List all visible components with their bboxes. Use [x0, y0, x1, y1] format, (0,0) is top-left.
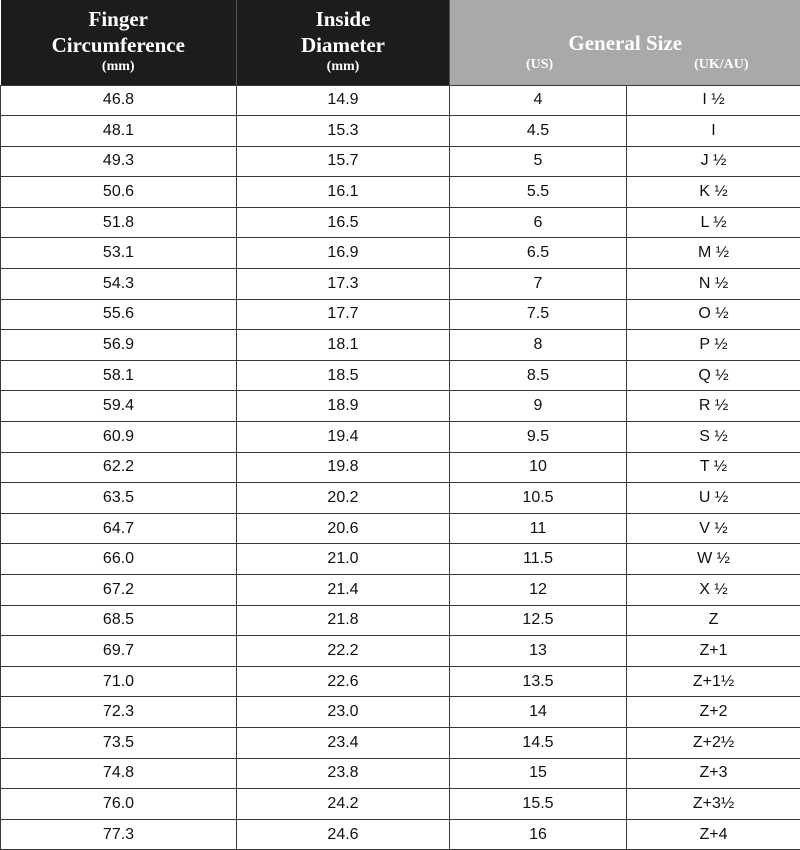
cell-ukau-size: Z [627, 605, 800, 636]
cell-finger-circumference: 60.9 [1, 422, 237, 453]
cell-inside-diameter: 16.5 [237, 207, 450, 238]
cell-us-size: 9 [450, 391, 627, 422]
cell-us-size: 8 [450, 330, 627, 361]
cell-us-size: 11.5 [450, 544, 627, 575]
cell-finger-circumference: 67.2 [1, 575, 237, 606]
cell-inside-diameter: 21.0 [237, 544, 450, 575]
cell-inside-diameter: 20.6 [237, 513, 450, 544]
cell-us-size: 10.5 [450, 483, 627, 514]
cell-finger-circumference: 64.7 [1, 513, 237, 544]
cell-finger-circumference: 68.5 [1, 605, 237, 636]
cell-finger-circumference: 74.8 [1, 758, 237, 789]
table-row [1, 666, 800, 697]
cell-inside-diameter: 23.4 [237, 727, 450, 758]
cell-us-size: 4 [450, 85, 627, 116]
cell-inside-diameter: 19.4 [237, 422, 450, 453]
cell-inside-diameter: 20.2 [237, 483, 450, 514]
header-general-size [450, 0, 800, 85]
cell-ukau-size: U ½ [627, 483, 800, 514]
cell-inside-diameter: 17.3 [237, 269, 450, 300]
cell-us-size: 12.5 [450, 605, 627, 636]
cell-inside-diameter: 16.1 [237, 177, 450, 208]
table-row [1, 758, 800, 789]
table-row [1, 146, 800, 177]
header-unit-ukau: (UK/AU) [694, 56, 748, 74]
cell-ukau-size: N ½ [627, 269, 800, 300]
cell-ukau-size: I [627, 116, 800, 147]
cell-inside-diameter: 16.9 [237, 238, 450, 269]
cell-ukau-size: Z+2 [627, 697, 800, 728]
cell-finger-circumference: 71.0 [1, 666, 237, 697]
cell-us-size: 6.5 [450, 238, 627, 269]
cell-us-size: 12 [450, 575, 627, 606]
header-inside-diameter-unit: (mm) [237, 58, 449, 76]
header-inside-diameter-line1: Inside [237, 0, 449, 32]
header-general-size-units [450, 56, 800, 74]
cell-ukau-size: J ½ [627, 146, 800, 177]
cell-finger-circumference: 66.0 [1, 544, 237, 575]
header-finger-circumference-unit: (mm) [1, 58, 237, 76]
cell-us-size: 6 [450, 207, 627, 238]
table-row [1, 819, 800, 850]
cell-ukau-size: O ½ [627, 299, 800, 330]
cell-ukau-size: Z+2½ [627, 727, 800, 758]
table-row [1, 422, 800, 453]
table-row [1, 391, 800, 422]
cell-finger-circumference: 63.5 [1, 483, 237, 514]
cell-us-size: 13 [450, 636, 627, 667]
cell-inside-diameter: 24.2 [237, 789, 450, 820]
cell-ukau-size: V ½ [627, 513, 800, 544]
cell-us-size: 14.5 [450, 727, 627, 758]
cell-finger-circumference: 73.5 [1, 727, 237, 758]
table-row [1, 513, 800, 544]
cell-finger-circumference: 72.3 [1, 697, 237, 728]
cell-ukau-size: I ½ [627, 85, 800, 116]
cell-inside-diameter: 24.6 [237, 819, 450, 850]
cell-finger-circumference: 55.6 [1, 299, 237, 330]
header-general-size-title: General Size [450, 0, 800, 56]
cell-inside-diameter: 23.0 [237, 697, 450, 728]
cell-us-size: 14 [450, 697, 627, 728]
cell-inside-diameter: 22.6 [237, 666, 450, 697]
cell-finger-circumference: 51.8 [1, 207, 237, 238]
cell-ukau-size: T ½ [627, 452, 800, 483]
cell-ukau-size: Z+3½ [627, 789, 800, 820]
cell-ukau-size: R ½ [627, 391, 800, 422]
table-row [1, 789, 800, 820]
cell-ukau-size: Z+3 [627, 758, 800, 789]
cell-us-size: 13.5 [450, 666, 627, 697]
table-row [1, 483, 800, 514]
table-row [1, 299, 800, 330]
table-row [1, 116, 800, 147]
cell-us-size: 16 [450, 819, 627, 850]
cell-inside-diameter: 15.7 [237, 146, 450, 177]
cell-us-size: 4.5 [450, 116, 627, 147]
table-body [1, 85, 800, 850]
header-inside-diameter-line2: Diameter [237, 32, 449, 58]
cell-finger-circumference: 77.3 [1, 819, 237, 850]
cell-finger-circumference: 46.8 [1, 85, 237, 116]
table-row [1, 636, 800, 667]
table-row [1, 177, 800, 208]
table-row [1, 238, 800, 269]
cell-inside-diameter: 14.9 [237, 85, 450, 116]
cell-finger-circumference: 53.1 [1, 238, 237, 269]
cell-ukau-size: L ½ [627, 207, 800, 238]
table-row [1, 697, 800, 728]
table-row [1, 207, 800, 238]
table-row [1, 544, 800, 575]
table-row [1, 330, 800, 361]
cell-inside-diameter: 17.7 [237, 299, 450, 330]
header-finger-circumference-line2: Circumference [1, 32, 237, 58]
cell-finger-circumference: 58.1 [1, 360, 237, 391]
cell-us-size: 15.5 [450, 789, 627, 820]
header-finger-circumference [1, 0, 237, 85]
table-row [1, 360, 800, 391]
cell-ukau-size: Z+1½ [627, 666, 800, 697]
cell-finger-circumference: 49.3 [1, 146, 237, 177]
cell-finger-circumference: 62.2 [1, 452, 237, 483]
cell-inside-diameter: 23.8 [237, 758, 450, 789]
table-row [1, 605, 800, 636]
cell-ukau-size: X ½ [627, 575, 800, 606]
cell-ukau-size: P ½ [627, 330, 800, 361]
header-unit-us: (US) [526, 56, 553, 74]
cell-us-size: 9.5 [450, 422, 627, 453]
cell-us-size: 7 [450, 269, 627, 300]
cell-finger-circumference: 59.4 [1, 391, 237, 422]
cell-finger-circumference: 54.3 [1, 269, 237, 300]
cell-us-size: 5 [450, 146, 627, 177]
header-finger-circumference-line1: Finger [1, 0, 237, 32]
cell-ukau-size: Z+1 [627, 636, 800, 667]
table-row [1, 727, 800, 758]
cell-us-size: 7.5 [450, 299, 627, 330]
cell-inside-diameter: 19.8 [237, 452, 450, 483]
table-row [1, 575, 800, 606]
header-inside-diameter [237, 0, 450, 85]
cell-finger-circumference: 50.6 [1, 177, 237, 208]
cell-finger-circumference: 76.0 [1, 789, 237, 820]
cell-finger-circumference: 56.9 [1, 330, 237, 361]
cell-ukau-size: Z+4 [627, 819, 800, 850]
cell-inside-diameter: 21.4 [237, 575, 450, 606]
cell-inside-diameter: 18.1 [237, 330, 450, 361]
cell-inside-diameter: 18.5 [237, 360, 450, 391]
cell-us-size: 8.5 [450, 360, 627, 391]
cell-ukau-size: K ½ [627, 177, 800, 208]
cell-inside-diameter: 21.8 [237, 605, 450, 636]
cell-ukau-size: M ½ [627, 238, 800, 269]
table-row [1, 85, 800, 116]
table-header [1, 0, 800, 85]
cell-inside-diameter: 18.9 [237, 391, 450, 422]
cell-ukau-size: W ½ [627, 544, 800, 575]
table-row [1, 452, 800, 483]
cell-ukau-size: S ½ [627, 422, 800, 453]
cell-finger-circumference: 48.1 [1, 116, 237, 147]
cell-inside-diameter: 15.3 [237, 116, 450, 147]
cell-us-size: 5.5 [450, 177, 627, 208]
table-row [1, 269, 800, 300]
cell-us-size: 15 [450, 758, 627, 789]
cell-inside-diameter: 22.2 [237, 636, 450, 667]
cell-us-size: 11 [450, 513, 627, 544]
cell-ukau-size: Q ½ [627, 360, 800, 391]
cell-finger-circumference: 69.7 [1, 636, 237, 667]
cell-us-size: 10 [450, 452, 627, 483]
